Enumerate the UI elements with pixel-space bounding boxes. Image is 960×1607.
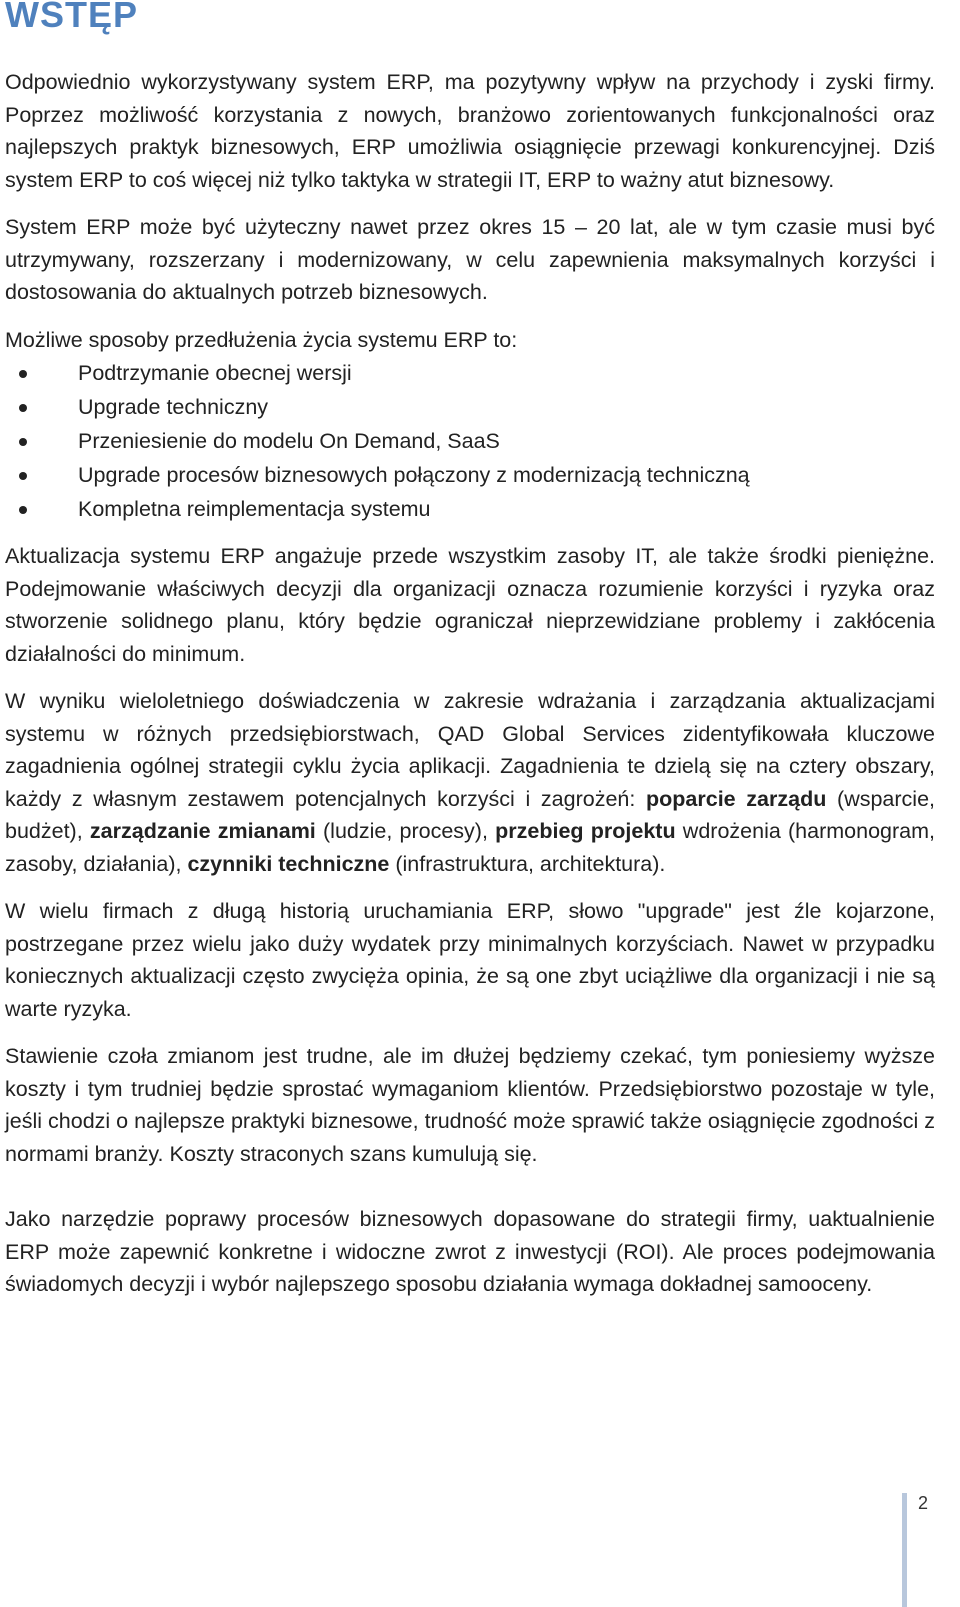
- document-body: [5, 66, 935, 1316]
- bullet-icon: [19, 370, 27, 378]
- term-change-management: zarządzanie zmianami: [89, 819, 316, 843]
- list-item: Kompletna reimplementacja systemu: [5, 492, 935, 526]
- paragraph-facing-change: Stawienie czoła zmianom jest trudne, ale im dłużej będziemy czekać, tym poniesiemy wyższe koszty i tym trudniej będzie sprostać wymaganiom klientów. Przedsiębiorstwo pozostaje w tyle, jeśli chodzi o najlepsze praktyki biznesowe, trudność może sprawić także osiągnięcie zgodności z normami branży. Koszty straconych szans kumulują się.: [5, 1044, 935, 1166]
- paragraph-upgrade-perception: W wielu firmach z długą historią uruchamiania ERP, słowo "upgrade" jest źle kojarzone, postrzegane przez wielu jako duży wydatek przy minimalnych korzyściach. Nawet w przypadku koniecznych aktualizacji często zwycięża opinia, że są one zbyt uciążliwe dla organizacji i nie są warte ryzyka.: [5, 899, 935, 1021]
- options-list: [5, 356, 935, 526]
- bullet-icon: [19, 438, 27, 446]
- paragraph-roi: Jako narzędzie poprawy procesów biznesowych dopasowane do strategii firmy, uaktualnienie ERP może zapewnić konkretne i widoczne zwrot z inwestycji (ROI). Ale proces podejmowania świadomych decyzji i wybór najlepszego sposobu działania wymaga dokładnej samooceny.: [5, 1207, 935, 1296]
- list-item: Przeniesienie do modelu On Demand, SaaS: [5, 424, 935, 458]
- term-project-course: przebieg projektu: [495, 819, 676, 843]
- list-item: Podtrzymanie obecnej wersji: [5, 356, 935, 390]
- bullet-icon: [19, 404, 27, 412]
- bullet-icon: [19, 472, 27, 480]
- paragraph-intro: Odpowiednio wykorzystywany system ERP, ma pozytywny wpływ na przychody i zyski firmy. Poprzez możliwość korzystania z nowych, branżowo zorientowanych funkcjonalności oraz najlepszych praktyk biznesowych, ERP umożliwia osiągnięcie przewagi konkurencyjnej. Dziś system ERP to coś więcej niż tylko taktyka w strategii IT, ERP to ważny atut biznesowy.: [5, 70, 935, 192]
- bullet-icon: [19, 506, 27, 514]
- page-number: 2: [918, 1493, 929, 1513]
- page-number-rule: [902, 1493, 907, 1607]
- term-management-support: poparcie zarządu: [646, 786, 827, 811]
- term-technical-factors: czynniki techniczne: [187, 851, 390, 876]
- paragraph-update-costs: Aktualizacja systemu ERP angażuje przede wszystkim zasoby IT, ale także środki pieniężne. Podejmowanie właściwych decyzji dla organizacji oznacza rozumienie korzyści i ryzyka oraz stworzenie solidnego planu, który będzie ograniczał nieprzewidziane problemy i zakłócenia działalności do minimum.: [5, 544, 935, 666]
- paragraph-lifetime: System ERP może być użyteczny nawet przez okres 15 – 20 lat, ale w tym czasie musi być utrzymywany, rozszerzany i modernizowany, w celu zapewnienia maksymalnych korzyści i dostosowania do aktualnych potrzeb biznesowych.: [5, 215, 935, 304]
- spacer: [5, 1185, 935, 1203]
- list-item: Upgrade techniczny: [5, 390, 935, 424]
- paragraph-options-lead: Możliwe sposoby przedłużenia życia systemu ERP to:: [5, 327, 518, 352]
- page-heading: WSTĘP: [5, 0, 139, 35]
- paragraph-qad-areas: W wyniku wieloletniego doświadczenia w zakresie wdrażania i zarządzania aktualizacjami systemu w różnych przedsiębiorstwach, QAD Global Services zidentyfikowała kluczowe zagadnienia ogólnej strategii cyklu życia aplikacji. Zagadnienia te dzielą się na cztery obszary, każdy z własnym zestawem potencjalnych korzyści i zagrożeń: poparcie zarządu (wsparcie, budżet), zarządzanie zmianami (ludzie, procesy), przebieg projektu wdrożenia (harmonogram, zasoby, działania), czynniki techniczne (infrastruktura, architektura).: [5, 689, 935, 876]
- list-item: Upgrade procesów biznesowych połączony z modernizacją techniczną: [5, 458, 935, 492]
